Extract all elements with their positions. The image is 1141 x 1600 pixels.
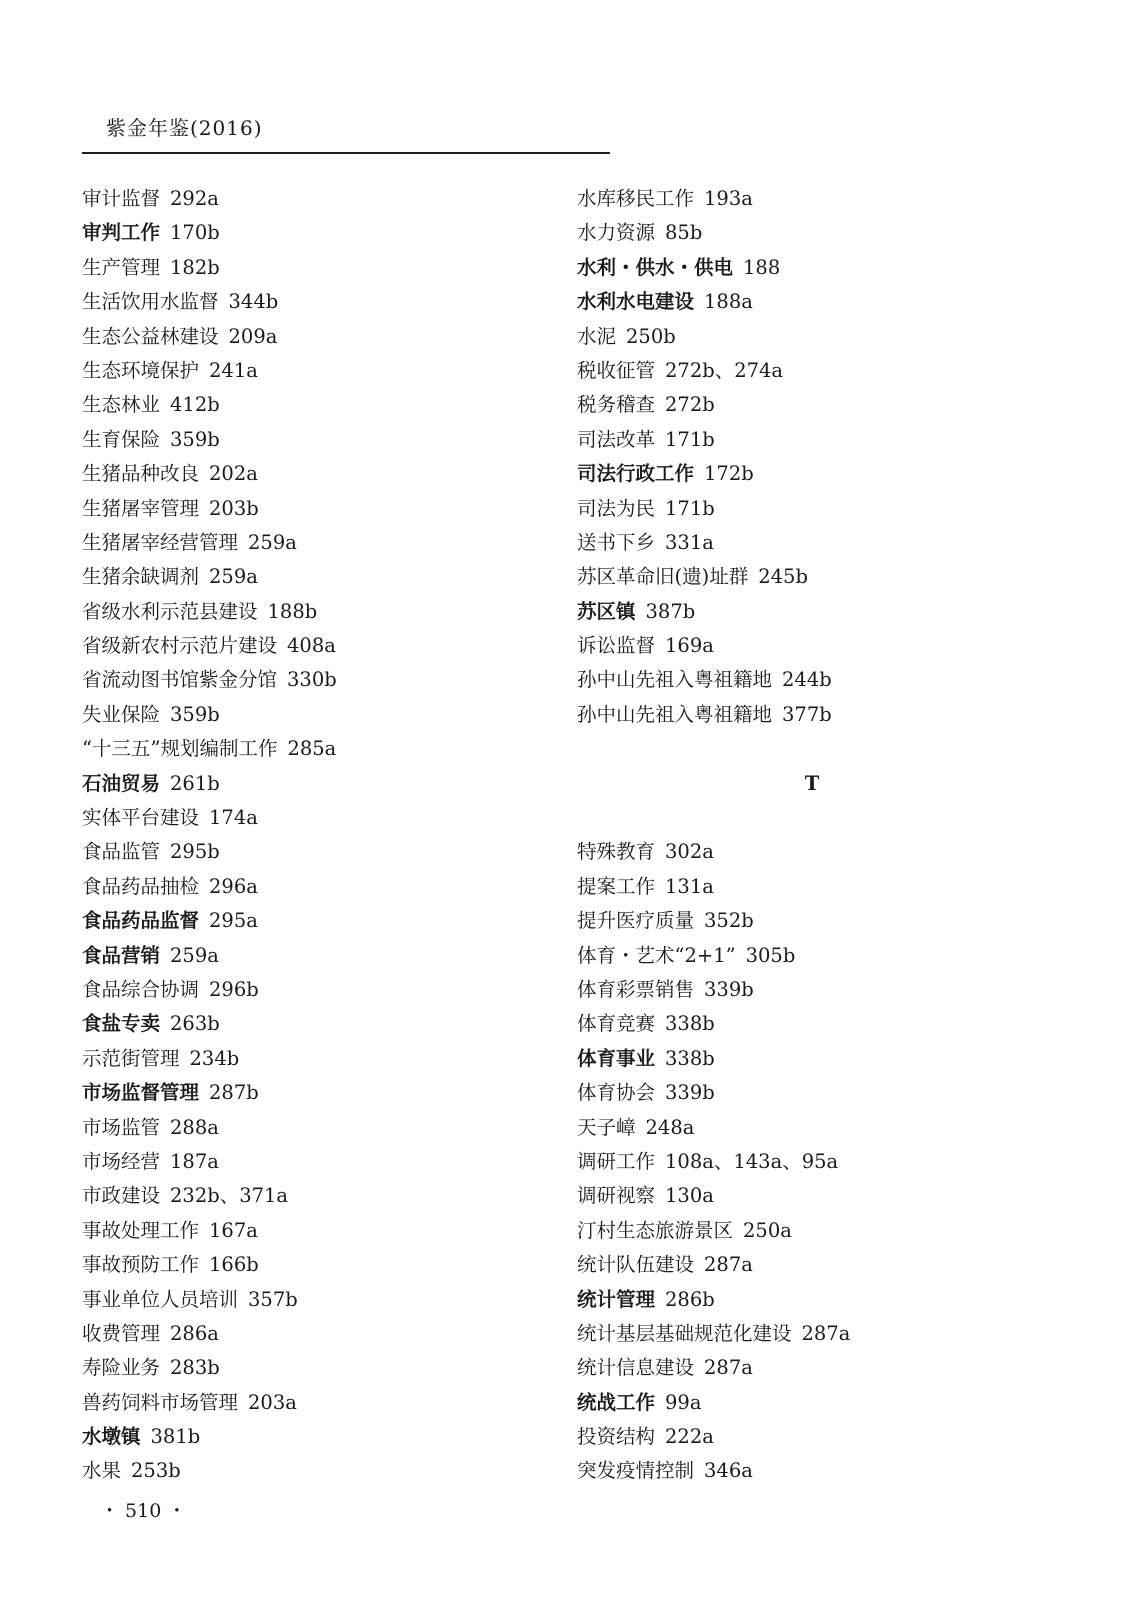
index-entry [577,1042,1047,1076]
index-page-ref: 302a [665,840,714,864]
index-entry [577,870,1047,904]
index-term: 食品药品抽检 [82,874,200,898]
index-term: 税务稽查 [577,393,656,417]
index-term: 生育保险 [82,427,161,451]
index-entry [577,182,1047,216]
index-term: 失业保险 [82,702,161,726]
index-term: 苏区镇 [577,599,636,623]
index-column-right [577,182,1047,1489]
index-term: 提案工作 [577,874,656,898]
index-page-ref: 359b [170,427,220,451]
index-term: 统计队伍建设 [577,1253,695,1277]
index-entry [82,939,552,973]
index-entry [82,629,552,663]
index-page-ref: 296b [209,977,259,1001]
index-entry [577,354,1047,388]
index-page-ref: 295b [170,840,220,864]
index-entry [82,251,552,285]
index-column-left [82,182,552,1489]
index-entry [577,423,1047,457]
index-entry [82,320,552,354]
index-term: 生产管理 [82,255,161,279]
index-entry [82,1214,552,1248]
index-entry [82,285,552,319]
index-entry [577,973,1047,1007]
index-entry [82,1248,552,1282]
index-term: 生态环境保护 [82,358,200,382]
index-entry [82,595,552,629]
index-page-ref: 85b [665,221,703,245]
index-entry [82,698,552,732]
index-entry [577,1179,1047,1213]
running-header: 紫金年鉴(2016) [106,116,263,140]
index-term: 司法行政工作 [577,462,695,486]
index-page-ref: 203a [248,1390,297,1414]
index-page-ref: 188 [743,255,781,279]
index-entry [577,320,1047,354]
index-page-ref: 241a [209,358,258,382]
index-term: 特殊教育 [577,840,656,864]
index-term: 事业单位人员培训 [82,1287,239,1311]
index-entry [577,1007,1047,1041]
index-entry [82,354,552,388]
index-term: 生猪余缺调剂 [82,565,200,589]
page-number: ・ 510 ・ [100,1500,187,1522]
index-term: 审判工作 [82,221,161,245]
index-page-ref: 331a [665,530,714,554]
index-page-ref: 203b [209,496,259,520]
index-entry [82,492,552,526]
index-entry [577,560,1047,594]
index-page-ref: 131a [665,874,714,898]
index-term: 食品综合协调 [82,977,200,1001]
index-term: 孙中山先祖入粤祖籍地 [577,668,773,692]
index-page-ref: 292a [170,187,219,210]
index-page-ref: 234b [189,1046,240,1070]
header-rule [82,152,610,154]
index-page-ref: 250a [743,1218,792,1242]
index-page-ref: 172b [704,462,754,486]
index-entry [577,698,1047,732]
index-page-ref: 339b [704,977,754,1001]
index-entry [577,1351,1047,1385]
index-entry [82,1386,552,1420]
index-page-ref: 108a、143a、95a [665,1149,839,1173]
index-page-ref: 352b [704,909,754,933]
index-term: 省级新农村示范片建设 [82,634,278,658]
index-page-ref: 253b [131,1459,181,1483]
index-term: 天子嶂 [577,1115,636,1139]
index-entry [82,973,552,1007]
index-page-ref: 286a [170,1321,219,1345]
index-page-ref: 339b [665,1081,715,1105]
index-term: 苏区革命旧(遗)址群 [577,565,749,589]
index-entry [82,1042,552,1076]
index-page-ref: 245b [758,565,808,589]
index-page-ref: 169a [665,634,714,658]
index-term: 水泥 [577,324,617,348]
index-term: 生活饮用水监督 [82,290,219,314]
index-page-ref: 330b [287,668,337,692]
index-term: 汀村生态旅游景区 [577,1218,734,1242]
index-term: 水果 [82,1459,122,1483]
index-term: 市政建设 [82,1184,161,1208]
index-term: 示范街管理 [82,1046,180,1070]
index-page-ref: 346a [704,1459,753,1483]
index-page-ref: 188a [704,290,753,314]
index-entry [82,457,552,491]
index-page-ref: 259a [170,943,219,967]
index-page-ref: 338b [665,1012,715,1036]
index-entry [82,1111,552,1145]
index-entry [82,1179,552,1213]
index-page-ref: 250b [626,324,676,348]
section-letter-heading: T [804,771,820,795]
index-entry [577,285,1047,319]
index-term: 生猪品种改良 [82,462,200,486]
index-page-ref: 130a [665,1184,714,1208]
index-page-ref: 344b [228,290,279,314]
index-entry [82,801,552,835]
index-term: 体育竞赛 [577,1012,656,1036]
index-term: 收费管理 [82,1321,161,1345]
index-entry [82,423,552,457]
index-entry [577,216,1047,250]
index-term: 食品药品监督 [82,909,200,933]
index-term: 水利水电建设 [577,290,695,314]
index-entry [577,1076,1047,1110]
index-page-ref: 272b [665,393,715,417]
index-page-ref: 171b [665,496,715,520]
index-page-ref: 232b、371a [170,1184,289,1208]
index-entry [577,1317,1047,1351]
index-page-ref: 412b [170,393,220,417]
index-page-ref: 287a [704,1253,753,1277]
index-term: 统计基层基础规范化建设 [577,1321,792,1345]
index-group-s-continued [577,182,1047,732]
index-entry [82,526,552,560]
index-term: 投资结构 [577,1425,656,1449]
index-term: 体育事业 [577,1046,656,1070]
index-page-ref: 287a [704,1356,753,1380]
index-page-ref: 283b [170,1356,220,1380]
index-page-ref: 285a [287,737,337,761]
index-page-ref: 272b、274a [665,358,784,382]
index-entry [577,1420,1047,1454]
index-entry [577,388,1047,422]
index-page-ref: 174a [209,806,258,830]
section-spacer [577,801,1047,835]
index-page-ref: 408a [287,634,336,658]
index-entry [577,595,1047,629]
index-entry [577,904,1047,938]
index-page-ref: 263b [170,1012,220,1036]
index-entry [577,526,1047,560]
index-entry [82,1007,552,1041]
index-term: 食品监管 [82,840,161,864]
index-page-ref: 259a [248,530,297,554]
index-entry [82,1283,552,1317]
index-entry [82,560,552,594]
index-term: 水利・供水・供电 [577,255,734,279]
index-entry [82,1317,552,1351]
index-entry [577,251,1047,285]
index-term: 市场监督管理 [82,1081,200,1105]
index-entry [82,870,552,904]
index-page-ref: 338b [665,1046,715,1070]
index-term: 水库移民工作 [577,187,695,210]
index-page-ref: 359b [170,702,220,726]
index-page-ref: 287b [209,1081,259,1105]
index-entry [577,1283,1047,1317]
index-page-ref: 182b [170,255,220,279]
index-term: 寿险业务 [82,1356,161,1380]
index-entry [82,904,552,938]
index-term: “十三五”规划编制工作 [82,737,278,761]
index-entry [82,732,552,766]
index-entry [82,1454,552,1488]
index-term: 兽药饲料市场管理 [82,1390,239,1414]
index-term: 食品营销 [82,943,161,967]
index-term: 提升医疗质量 [577,909,695,933]
index-entry [577,1454,1047,1488]
index-term: 税收征管 [577,358,656,382]
index-page-ref: 259a [209,565,258,589]
index-entry [82,388,552,422]
index-entry [82,1076,552,1110]
index-page-ref: 286b [665,1287,715,1311]
index-term: 司法改革 [577,427,656,451]
index-entry [577,1145,1047,1179]
index-term: 孙中山先祖入粤祖籍地 [577,702,773,726]
index-page-ref: 166b [209,1253,259,1277]
index-page-ref: 202a [209,462,258,486]
index-term: 省级水利示范县建设 [82,599,258,623]
index-page-ref: 261b [170,771,220,795]
index-term: 生态林业 [82,393,161,417]
index-term: 体育・艺术“2+1” [577,943,736,967]
index-group-t [577,835,1047,1488]
index-page-ref: 377b [782,702,832,726]
index-entry [577,457,1047,491]
index-term: 生猪屠宰管理 [82,496,200,520]
index-page-ref: 357b [248,1287,298,1311]
index-term: 突发疫情控制 [577,1459,695,1483]
index-term: 统战工作 [577,1390,656,1414]
index-page-ref: 387b [645,599,696,623]
index-page-ref: 222a [665,1425,714,1449]
index-page-ref: 193a [704,187,753,210]
index-term: 水力资源 [577,221,656,245]
index-term: 实体平台建设 [82,806,200,830]
index-page-ref: 381b [150,1425,201,1449]
index-page-ref: 305b [745,943,796,967]
index-term: 省流动图书馆紫金分馆 [82,668,278,692]
index-term: 司法为民 [577,496,656,520]
index-term: 送书下乡 [577,530,656,554]
index-entry [82,1420,552,1454]
index-entry [577,835,1047,869]
index-entry [82,1145,552,1179]
index-entry [577,1111,1047,1145]
index-term: 事故处理工作 [82,1218,200,1242]
index-entry [82,216,552,250]
index-entry [577,1386,1047,1420]
index-entry [577,492,1047,526]
index-entry [82,1351,552,1385]
index-term: 诉讼监督 [577,634,656,658]
section-spacer [577,732,1047,766]
index-page-ref: 287a [801,1321,851,1345]
index-term: 调研工作 [577,1149,656,1173]
index-term: 统计信息建设 [577,1356,695,1380]
index-page-ref: 209a [228,324,278,348]
index-page-ref: 295a [209,909,258,933]
index-entry [577,1214,1047,1248]
index-entry [82,182,552,216]
index-entry [82,663,552,697]
index-entry [577,663,1047,697]
index-page-ref: 170b [170,221,220,245]
index-term: 食盐专卖 [82,1012,161,1036]
index-page-ref: 296a [209,874,258,898]
index-term: 生态公益林建设 [82,324,219,348]
index-page-ref: 167a [209,1218,258,1242]
index-page-ref: 244b [782,668,832,692]
index-entry [82,835,552,869]
index-page-ref: 188b [267,599,318,623]
index-entry [577,629,1047,663]
index-page-ref: 99a [665,1390,702,1414]
index-term: 统计管理 [577,1287,656,1311]
index-term: 市场经营 [82,1149,161,1173]
index-page-ref: 288a [170,1115,219,1139]
index-term: 体育彩票销售 [577,977,695,1001]
index-term: 生猪屠宰经营管理 [82,530,239,554]
index-term: 体育协会 [577,1081,656,1105]
index-page-ref: 248a [645,1115,695,1139]
index-page-ref: 171b [665,427,715,451]
index-entry [82,767,552,801]
index-entry [577,939,1047,973]
index-term: 调研视察 [577,1184,656,1208]
index-term: 市场监管 [82,1115,161,1139]
index-entry [577,1248,1047,1282]
index-term: 石油贸易 [82,771,161,795]
index-term: 水墩镇 [82,1425,141,1449]
index-term: 事故预防工作 [82,1253,200,1277]
index-page-ref: 187a [170,1149,219,1173]
index-term: 审计监督 [82,187,161,210]
